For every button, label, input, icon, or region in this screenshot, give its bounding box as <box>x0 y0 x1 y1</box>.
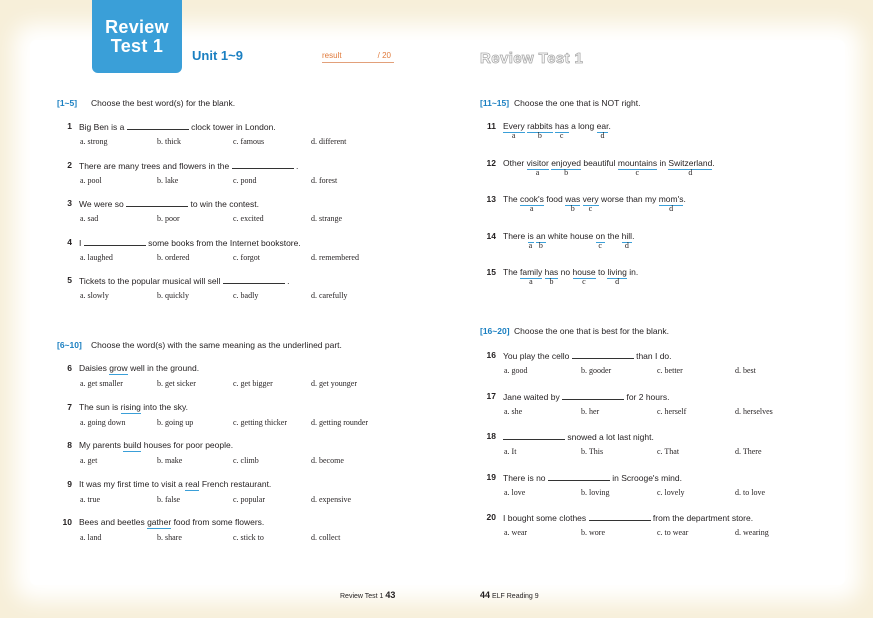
question-text-before: There is no <box>503 472 546 483</box>
answer-option[interactable]: c. forgot <box>233 252 260 262</box>
answer-blank[interactable] <box>223 275 285 284</box>
question-text <box>503 512 753 523</box>
right-page <box>436 0 873 618</box>
answer-option[interactable]: c. badly <box>233 291 259 300</box>
underlined-choice: is <box>527 230 534 241</box>
question-fragment: . <box>712 157 715 168</box>
section-header <box>57 340 342 350</box>
question-text <box>503 231 634 241</box>
underlined-choice: mom's <box>658 194 684 204</box>
question-text-before: We were so <box>79 199 124 209</box>
question-text-after: into the sky. <box>143 401 189 412</box>
page-number: 44 <box>480 590 491 600</box>
section-header <box>57 98 236 108</box>
page-footer <box>480 590 539 600</box>
underlined-choice: Switzerland <box>668 157 713 168</box>
question-text-before: It was my first time to visit a <box>79 478 183 489</box>
choice-letter: c <box>635 167 640 177</box>
question-text-before: The sun is <box>79 401 119 412</box>
question-text <box>79 517 264 527</box>
question-text <box>503 194 686 204</box>
question-text <box>79 121 276 132</box>
question-item <box>52 121 412 155</box>
answer-option[interactable]: a. It <box>504 447 517 456</box>
answer-option[interactable]: c. That <box>657 447 680 456</box>
underlined-choice: visitor <box>526 157 549 168</box>
answer-option[interactable]: c. to wear <box>657 528 689 537</box>
underlined-choice: Every <box>503 121 525 131</box>
question-fragment: . <box>632 230 635 241</box>
answer-option[interactable]: d. remembered <box>311 252 359 262</box>
question-number: 15 <box>486 267 496 277</box>
answer-option[interactable]: c. famous <box>233 137 265 146</box>
question-item <box>52 275 412 309</box>
section-instruction: Choose the one that is NOT right. <box>514 98 641 108</box>
question-number: 6 <box>67 363 72 373</box>
answer-option[interactable]: c. stick to <box>233 533 264 542</box>
answer-blank[interactable] <box>562 391 624 400</box>
left-page <box>0 0 436 618</box>
choice-letter: c <box>559 131 564 140</box>
question-text <box>503 472 682 483</box>
underlined-choice: house <box>572 267 596 277</box>
question-number: 14 <box>486 230 496 241</box>
answer-option[interactable]: d. expensive <box>311 494 351 504</box>
question-item <box>476 350 836 384</box>
answer-option[interactable]: b. her <box>581 406 600 416</box>
choice-letter: a <box>529 204 534 213</box>
question-text <box>79 479 271 489</box>
question-item <box>476 158 836 188</box>
question-text <box>79 160 298 171</box>
answer-option[interactable]: d. collect <box>311 533 341 542</box>
review-test-badge <box>92 0 182 73</box>
section-instruction: Choose the word(s) with the same meaning as the underlined part. <box>91 340 342 350</box>
underlined-word: grow <box>109 363 128 373</box>
question-text-after: some books from the Internet bookstore. <box>148 237 301 248</box>
question-fragment: food <box>543 194 566 204</box>
answer-option[interactable]: b. false <box>157 494 181 504</box>
question-fragment: in <box>657 157 669 168</box>
answer-option[interactable]: b. get sicker <box>157 379 196 388</box>
question-text-before: I bought some clothes <box>503 513 587 523</box>
page-number: 43 <box>385 590 396 600</box>
question-text-after: French restaurant. <box>201 478 272 489</box>
answer-blank[interactable] <box>572 350 634 359</box>
question-item <box>52 440 412 474</box>
question-item <box>52 363 412 397</box>
question-fragment: the <box>605 230 622 241</box>
choice-letter: c <box>582 277 586 286</box>
question-text-after: . <box>296 160 299 171</box>
result-field[interactable] <box>322 51 394 63</box>
underlined-word: gather <box>147 517 172 527</box>
answer-option[interactable]: b. gooder <box>581 366 612 375</box>
question-text <box>503 158 715 168</box>
answer-option[interactable]: d. become <box>311 456 344 465</box>
underlined-word: rising <box>120 401 141 412</box>
answer-blank[interactable] <box>84 237 146 246</box>
answer-option[interactable]: a. wear <box>504 528 528 537</box>
section-header <box>480 98 641 108</box>
choice-letter: d <box>615 277 620 286</box>
underlined-word: build <box>123 440 142 450</box>
answer-option[interactable]: d. to love <box>735 487 765 497</box>
answer-option[interactable]: a. love <box>504 487 526 497</box>
question-text-before: Big Ben is a <box>79 122 125 132</box>
underlined-choice: living <box>607 267 627 277</box>
question-fragment: worse than my <box>598 194 659 204</box>
question-number: 12 <box>486 157 496 168</box>
question-fragment: The <box>503 267 521 277</box>
question-fragment: a long <box>568 121 597 131</box>
answer-option[interactable]: d. wearing <box>735 528 769 537</box>
choice-letter: b <box>549 277 554 286</box>
question-number: 18 <box>486 431 496 441</box>
choice-letter: d <box>600 131 605 140</box>
question-text-before: You play the cello <box>503 351 570 361</box>
answer-option[interactable]: d. herselves <box>735 406 773 416</box>
question-number: 13 <box>486 194 496 204</box>
section-range: [11~15] <box>480 98 510 108</box>
answer-option[interactable]: c. climb <box>233 456 259 465</box>
answer-option[interactable]: b. thick <box>157 137 181 146</box>
question-text <box>79 363 199 373</box>
question-item <box>476 267 836 297</box>
question-fragment: . <box>608 121 611 131</box>
question-item <box>476 121 836 151</box>
underlined-choice: mountains <box>617 157 658 168</box>
underlined-choice: an <box>536 230 546 241</box>
answer-option[interactable]: d. strange <box>311 214 343 223</box>
question-item <box>52 198 412 232</box>
question-text <box>503 350 672 361</box>
answer-option[interactable]: b. This <box>581 447 604 456</box>
choice-letter: d <box>669 204 674 213</box>
choice-letter: a <box>535 167 540 177</box>
question-fragment: in. <box>626 267 639 277</box>
question-item <box>476 431 836 465</box>
question-item <box>52 402 412 436</box>
footer-label: ELF Reading 9 <box>491 593 539 600</box>
choice-letter: c <box>598 240 602 250</box>
question-text <box>79 198 259 209</box>
question-number: 20 <box>486 512 496 522</box>
question-text-after: . <box>287 276 290 286</box>
question-number: 8 <box>67 440 72 450</box>
answer-option[interactable]: d. There <box>735 447 762 456</box>
question-text <box>503 431 654 442</box>
question-text <box>79 402 188 412</box>
question-text-before: There are many trees and flowers in the <box>79 160 230 171</box>
choice-letter: b <box>564 167 569 177</box>
question-number: 17 <box>486 390 496 401</box>
question-text-after: from the department store. <box>652 513 754 523</box>
answer-option[interactable]: b. wore <box>581 528 605 537</box>
underlined-choice: hill <box>621 230 633 241</box>
question-fragment: Other <box>503 157 527 168</box>
question-text-before: Daisies <box>79 363 107 373</box>
answer-option[interactable]: b. make <box>157 456 183 465</box>
question-fragment: . <box>683 194 686 204</box>
answer-option[interactable]: b. loving <box>581 487 610 497</box>
answer-option[interactable]: b. lake <box>157 175 179 185</box>
underlined-choice: very <box>582 194 599 204</box>
question-text <box>79 237 301 248</box>
answer-option[interactable]: a. pool <box>80 175 102 185</box>
question-number: 1 <box>67 121 72 131</box>
question-text <box>503 391 669 402</box>
answer-option[interactable]: a. laughed <box>80 252 113 262</box>
review-test-title: Review Test 1 <box>480 50 584 67</box>
question-text <box>503 267 638 277</box>
answer-option[interactable]: b. quickly <box>157 291 189 300</box>
question-text-before: I <box>79 237 82 248</box>
question-number: 5 <box>67 275 72 285</box>
answer-option[interactable]: b. share <box>157 533 182 542</box>
answer-option[interactable]: b. ordered <box>157 252 190 262</box>
question-item <box>52 160 412 194</box>
question-item <box>476 472 836 506</box>
answer-option[interactable]: d. forest <box>311 175 338 185</box>
underlined-choice: cook's <box>520 194 544 204</box>
choice-letter: d <box>624 240 629 250</box>
underlined-choice: family <box>520 267 543 277</box>
underlined-choice: has <box>555 121 569 131</box>
answer-option[interactable]: d. different <box>311 137 347 146</box>
answer-option[interactable]: c. better <box>657 366 683 375</box>
question-item <box>52 479 412 513</box>
question-number: 7 <box>67 401 72 412</box>
answer-option[interactable]: a. get <box>80 456 98 465</box>
underlined-choice: ear <box>596 121 609 131</box>
question-number: 19 <box>486 471 496 482</box>
question-text-after: to win the contest. <box>190 199 259 209</box>
answer-option[interactable]: b. poor <box>157 214 180 223</box>
page-footer <box>340 590 395 600</box>
question-number: 2 <box>67 159 72 170</box>
question-item <box>476 194 836 224</box>
answer-blank[interactable] <box>503 431 565 440</box>
section-instruction: Choose the best word(s) for the blank. <box>91 98 236 108</box>
answer-option[interactable]: a. slowly <box>80 291 109 300</box>
answer-option[interactable]: d. best <box>735 366 756 375</box>
question-text <box>79 275 290 286</box>
answer-option[interactable]: a. going down <box>80 417 126 427</box>
choice-letter: c <box>588 204 593 213</box>
answer-option[interactable]: a. she <box>504 406 523 416</box>
question-text <box>79 440 233 450</box>
choice-letter: a <box>511 131 516 140</box>
question-text-after: well in the ground. <box>130 363 200 373</box>
answer-option[interactable]: c. popular <box>233 494 265 504</box>
choice-letter: d <box>688 167 693 177</box>
badge-line-1: Review <box>105 17 169 37</box>
section-range: [6~10] <box>57 340 82 350</box>
answer-blank[interactable] <box>127 121 189 130</box>
answer-option[interactable]: c. getting thicker <box>233 417 287 427</box>
underlined-choice: on <box>595 230 606 241</box>
question-text-before: My parents <box>79 440 122 450</box>
question-number: 11 <box>487 121 496 131</box>
answer-option[interactable]: c. excited <box>233 214 264 223</box>
question-text-after: for 2 hours. <box>626 391 670 402</box>
result-score: / 20 <box>377 51 391 60</box>
question-number: 10 <box>62 517 72 527</box>
question-text-after: houses for poor people. <box>143 440 234 450</box>
unit-label: Unit 1~9 <box>192 48 243 63</box>
question-item <box>476 231 836 261</box>
footer-label: Review Test 1 <box>340 593 384 600</box>
answer-option[interactable]: a. strong <box>80 137 108 146</box>
choice-letter: a <box>529 277 533 286</box>
answer-option[interactable]: d. getting rounder <box>311 417 369 427</box>
answer-blank[interactable] <box>589 512 651 521</box>
question-text-before: Jane waited by <box>503 391 560 402</box>
choice-letter: a <box>528 240 533 250</box>
underlined-choice: was <box>565 194 581 204</box>
answer-option[interactable]: c. lovely <box>657 487 685 497</box>
question-number: 3 <box>67 198 72 208</box>
question-number: 16 <box>486 350 496 360</box>
choice-letter: b <box>570 204 575 213</box>
answer-option[interactable]: c. get bigger <box>233 379 273 388</box>
question-fragment: to <box>595 267 608 277</box>
question-text-before: Bees and beetles <box>79 517 145 527</box>
question-item <box>476 391 836 425</box>
question-text-after: snowed a lot last night. <box>567 432 654 442</box>
question-text-after: clock tower in London. <box>191 122 276 132</box>
result-label: result <box>322 51 342 60</box>
question-text-after: than I do. <box>636 351 672 361</box>
question-text-before: Tickets to the popular musical will sell <box>79 276 221 286</box>
question-text-after: in Scrooge's mind. <box>612 472 682 483</box>
answer-option[interactable]: a. true <box>80 494 100 504</box>
answer-option[interactable]: a. get smaller <box>80 379 123 388</box>
question-item <box>52 517 412 551</box>
badge-line-2: Test 1 <box>110 36 164 56</box>
section-range: [16~20] <box>480 326 510 336</box>
question-item <box>52 237 412 271</box>
choice-letter: b <box>537 131 542 140</box>
section-instruction: Choose the one that is best for the blank. <box>514 326 669 336</box>
question-fragment: beautiful <box>580 157 618 168</box>
question-fragment: white house <box>545 230 596 241</box>
question-number: 9 <box>67 478 72 489</box>
underlined-choice: rabbits <box>527 121 553 131</box>
section-range: [1~5] <box>57 98 78 108</box>
choice-letter: b <box>538 240 543 250</box>
underlined-choice: has <box>544 267 559 277</box>
underlined-choice: enjoyed <box>551 157 581 168</box>
answer-option[interactable]: a. land <box>80 533 102 542</box>
answer-option[interactable]: a. good <box>504 366 528 375</box>
answer-option[interactable]: c. herself <box>657 406 687 416</box>
answer-blank[interactable] <box>232 160 294 169</box>
answer-option[interactable]: a. sad <box>80 214 99 223</box>
question-fragment: There <box>503 230 528 241</box>
underlined-word: real <box>185 478 200 489</box>
answer-option[interactable]: d. get younger <box>311 379 357 388</box>
question-text-after: food from some flowers. <box>173 517 265 527</box>
question-fragment: The <box>503 194 521 204</box>
question-item <box>476 512 836 546</box>
answer-option[interactable]: d. carefully <box>311 291 348 300</box>
answer-blank[interactable] <box>126 198 188 207</box>
question-number: 4 <box>67 236 72 247</box>
question-text <box>503 121 611 131</box>
answer-blank[interactable] <box>548 472 610 481</box>
answer-option[interactable]: c. pond <box>233 175 257 185</box>
section-header <box>480 326 669 336</box>
question-fragment: no <box>558 267 573 277</box>
answer-option[interactable]: b. going up <box>157 417 194 427</box>
